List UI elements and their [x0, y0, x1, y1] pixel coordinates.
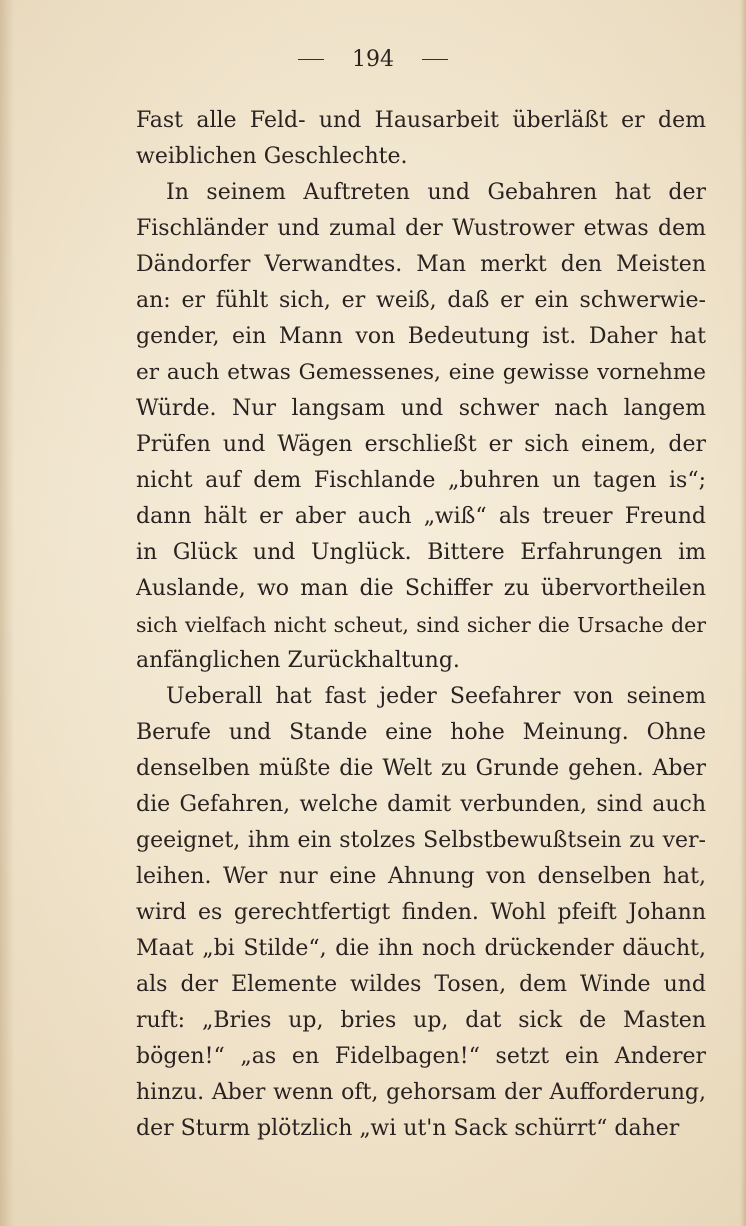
text-line: Ueberall hat fast jeder Seefahrer von seinem — [166, 684, 706, 709]
text-line: Dändorfer Verwandtes. Man merkt den Meisten — [136, 252, 706, 277]
text-line: sich vielfach nicht scheut, sind sicher die Ursache der — [136, 613, 706, 637]
text-line: gender, ein Mann von Bedeutung ist. Daher hat — [136, 324, 706, 349]
page-header — [0, 42, 746, 76]
text-line: In seinem Auftreten und Gebahren hat der — [166, 180, 706, 205]
text-line: denselben müßte die Welt zu Grunde gehen. Aber — [136, 756, 706, 781]
header-dash-left — [298, 59, 324, 60]
text-line: leihen. Wer nur eine Ahnung von denselben hat, — [136, 864, 706, 889]
text-line: nicht auf dem Fischlande „buhren un tagen is“; — [136, 468, 706, 493]
text-line: als der Elemente wildes Tosen, dem Winde und — [136, 972, 706, 997]
text-line: weiblichen Geschlechte. — [136, 144, 408, 169]
text-line: hinzu. Aber wenn oft, gehorsam der Aufforderung, — [136, 1080, 706, 1105]
text-line: wird es gerechtfertigt finden. Wohl pfeift Johann — [136, 900, 706, 925]
text-line: Prüfen und Wägen erschließt er sich einem, der — [136, 432, 706, 457]
text-line: Berufe und Stande eine hohe Meinung. Ohne — [136, 720, 706, 745]
text-line: Auslande, wo man die Schiffer zu übervortheilen — [136, 576, 706, 601]
text-line: Fischländer und zumal der Wustrower etwas dem — [136, 216, 706, 241]
text-line: er auch etwas Gemessenes, eine gewisse vornehme — [136, 360, 706, 385]
body-text — [136, 103, 706, 1147]
text-line: die Gefahren, welche damit verbunden, sind auch — [136, 792, 706, 817]
text-line: Fast alle Feld- und Hausarbeit überläßt er dem — [136, 108, 706, 133]
text-line: dann hält er aber auch „wiß“ als treuer Freund — [136, 504, 706, 529]
text-line: bögen!“ „as en Fidelbagen!“ setzt ein Anderer — [136, 1044, 706, 1069]
text-line: geeignet, ihm ein stolzes Selbstbewußtsein zu ver- — [136, 828, 706, 853]
page-number: 194 — [352, 46, 394, 72]
text-line: anfänglichen Zurückhaltung. — [136, 648, 460, 673]
text-line: in Glück und Unglück. Bittere Erfahrungen im — [136, 540, 706, 565]
text-line: der Sturm plötzlich „wi ut'n Sack schürrt“ daher — [136, 1116, 680, 1141]
text-line: Würde. Nur langsam und schwer nach langem — [136, 396, 706, 421]
text-line: an: er fühlt sich, er weiß, daß er ein schwerwie- — [136, 288, 706, 313]
text-line: Maat „bi Stilde“, die ihn noch drückender däucht, — [136, 936, 706, 961]
text-line: ruft: „Bries up, bries up, dat sick de Masten — [136, 1008, 706, 1033]
header-dash-right — [422, 59, 448, 60]
